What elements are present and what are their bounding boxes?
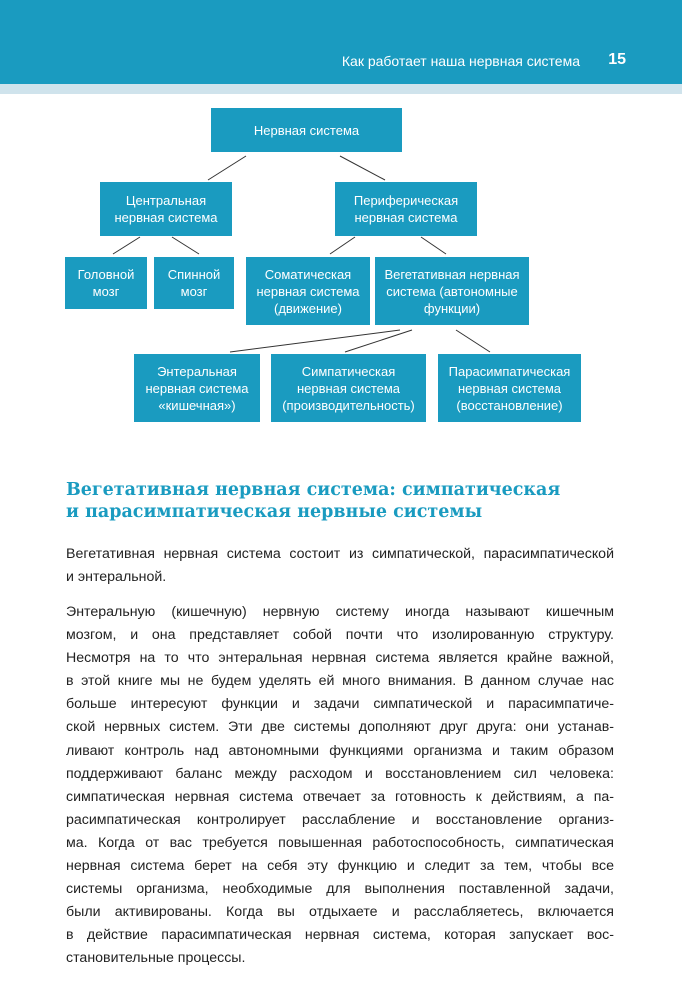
text-line: симпатическая нервная система отвечает за готовность к действиям, а па- [66, 788, 614, 805]
connector-autonomic-enteric [230, 330, 400, 352]
connector-central-brain [113, 237, 140, 254]
node-autonomic-nervous-system: Вегетативная нервная система (автономные функции) [375, 257, 529, 325]
node-sympathetic-nervous-system: Симпатическая нервная система (производительность) [271, 354, 426, 422]
section-title-line-1: Вегетативная нервная система: симпатическая [66, 480, 561, 500]
text-line: поддерживают баланс между расходом и восстановлением сил человека: [66, 765, 614, 782]
text-line: Несмотря на то что энтеральная нервная система является крайне важной, [66, 650, 614, 667]
node-spinal-cord: Спинной мозг [154, 257, 234, 309]
node-somatic-nervous-system: Соматическая нервная система (движение) [246, 257, 370, 325]
text-line: ма. Когда от вас требуется повышенная работоспособность, симпатическая [66, 834, 614, 851]
node-central-nervous-system: Центральная нервная система [100, 182, 232, 236]
text-line: мозгом, и она представляет собой почти что изолированную структуру. [66, 627, 614, 644]
connector-central-spinal [172, 237, 199, 254]
text-line: расимпатическая контролирует расслабление и восстановление организ- [66, 811, 614, 828]
text-line: ской нервных систем. Эти две системы дополняют друг друга: они устанав- [66, 719, 614, 736]
node-parasympathetic-nervous-system: Парасимпатическая нервная система (восстановление) [438, 354, 581, 422]
node-enteric-nervous-system: Энтеральная нервная система «кишечная») [134, 354, 260, 422]
paragraph-2 [66, 601, 614, 971]
node-brain: Головной мозг [65, 257, 147, 309]
text-line: нервная система берет на себя эту функцию и следит за тем, чтобы все [66, 858, 614, 875]
text-line: системы организма, необходимые для выполнения поставленной задачи, [66, 881, 614, 898]
text-line: и энтеральной. [66, 569, 167, 586]
connector-root-central [208, 156, 246, 180]
connector-autonomic-parasympathetic [456, 330, 490, 352]
connector-peripheral-somatic [330, 237, 355, 254]
text-line: больше интересуют функции и задачи симпатической и парасимпатиче- [66, 696, 614, 713]
text-line: в этой книге мы не будем уделять ей много внимания. В данном случае нас [66, 673, 614, 690]
section-title-line-2: и парасимпатическая нервные системы [66, 502, 483, 522]
text-line: Вегетативная нервная система состоит из симпатической, парасимпатической [66, 546, 614, 562]
text-line: ливают контроль над автономными функциями организма и таким образом [66, 742, 614, 759]
running-title: Как работает наша нервная система [341, 53, 580, 69]
node-peripheral-nervous-system: Периферическая нервная система [335, 182, 477, 236]
text-line: в действие парасимпатическая нервная система, которая запускает вос- [66, 927, 614, 944]
node-nervous-system: Нервная система [211, 108, 402, 152]
connector-root-peripheral [340, 156, 385, 180]
connector-peripheral-autonomic [421, 237, 446, 254]
text-line: были активированы. Когда вы отдыхаете и расслабляетесь, включается [66, 904, 614, 921]
text-line: Энтеральную (кишечную) нервную систему иногда называют кишечным [66, 604, 614, 620]
section-title [66, 479, 626, 523]
paragraph-1 [66, 543, 614, 589]
text-line: становительные процессы. [66, 950, 246, 967]
connector-autonomic-sympathetic [345, 330, 412, 352]
page-number: 15 [608, 51, 626, 68]
